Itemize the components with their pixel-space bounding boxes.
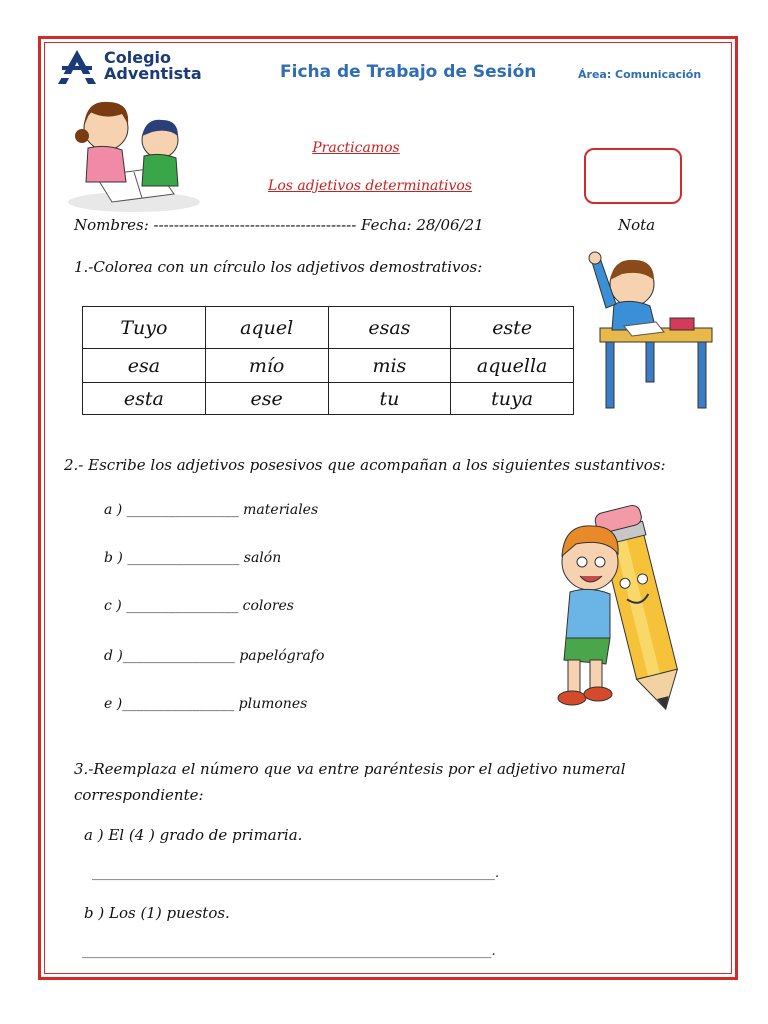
exercise3-answer-line-a[interactable]: ______________________________________________________________. [92,866,500,881]
exercise2-item-c[interactable]: c ) ________________ colores [104,598,294,614]
exercise3-prompt-line1: 3.-Reemplaza el número que va entre paréntesis por el adjetivo numeral [74,760,626,778]
exercise3-item-b: b ) Los (1) puestos. [84,904,230,922]
kids-reading-illustration [56,90,206,214]
school-logo-icon [58,50,96,84]
boy-with-pencil-illustration [546,500,688,716]
table-row [83,349,574,383]
school-name-line1: Colegio [104,48,171,67]
table-cell: esa [83,349,206,383]
exercise2-item-a[interactable]: a ) ________________ materiales [104,502,319,518]
demonstrative-adjectives-table [82,306,574,415]
table-cell: tu [328,383,451,415]
table-cell: ese [205,383,328,415]
sheet-title: Ficha de Trabajo de Sesión [280,62,537,82]
table-cell: esta [83,383,206,415]
exercise3-item-a: a ) El (4 ) grado de primaria. [84,826,303,844]
topic-heading: Los adjetivos determinativos [268,178,472,194]
exercise2-item-b[interactable]: b ) ________________ salón [104,550,282,566]
school-name [104,50,202,82]
exercise2-prompt: 2.- Escribe los adjetivos posesivos que acompañan a los siguientes sustantivos: [64,456,666,474]
grade-label: Nota [618,216,656,234]
exercise2-item-d[interactable]: d )________________ papelógrafo [104,648,325,664]
school-name-line2: Adventista [104,64,202,83]
table-cell: mis [328,349,451,383]
exercise2-item-e[interactable]: e )________________ plumones [104,696,308,712]
table-cell: este [451,307,574,349]
table-cell: mío [205,349,328,383]
table-row [83,383,574,415]
area-label: Área: Comunicación [578,68,702,81]
table-cell: aquella [451,349,574,383]
table-cell: aquel [205,307,328,349]
exercise3-answer-line-b[interactable]: _______________________________________________________________. [82,944,496,959]
table-cell: esas [328,307,451,349]
table-cell: Tuyo [83,307,206,349]
table-row [83,307,574,349]
table-cell: tuya [451,383,574,415]
grade-box [584,148,682,204]
exercise1-prompt: 1.-Colorea con un círculo los adjetivos demostrativos: [74,258,483,276]
names-date-line: Nombres: ---------------------------------------- Fecha: 28/06/21 [74,216,484,234]
exercise3-prompt-line2: correspondiente: [74,786,204,804]
boy-at-desk-illustration [586,248,714,414]
practice-heading: Practicamos [312,140,400,156]
